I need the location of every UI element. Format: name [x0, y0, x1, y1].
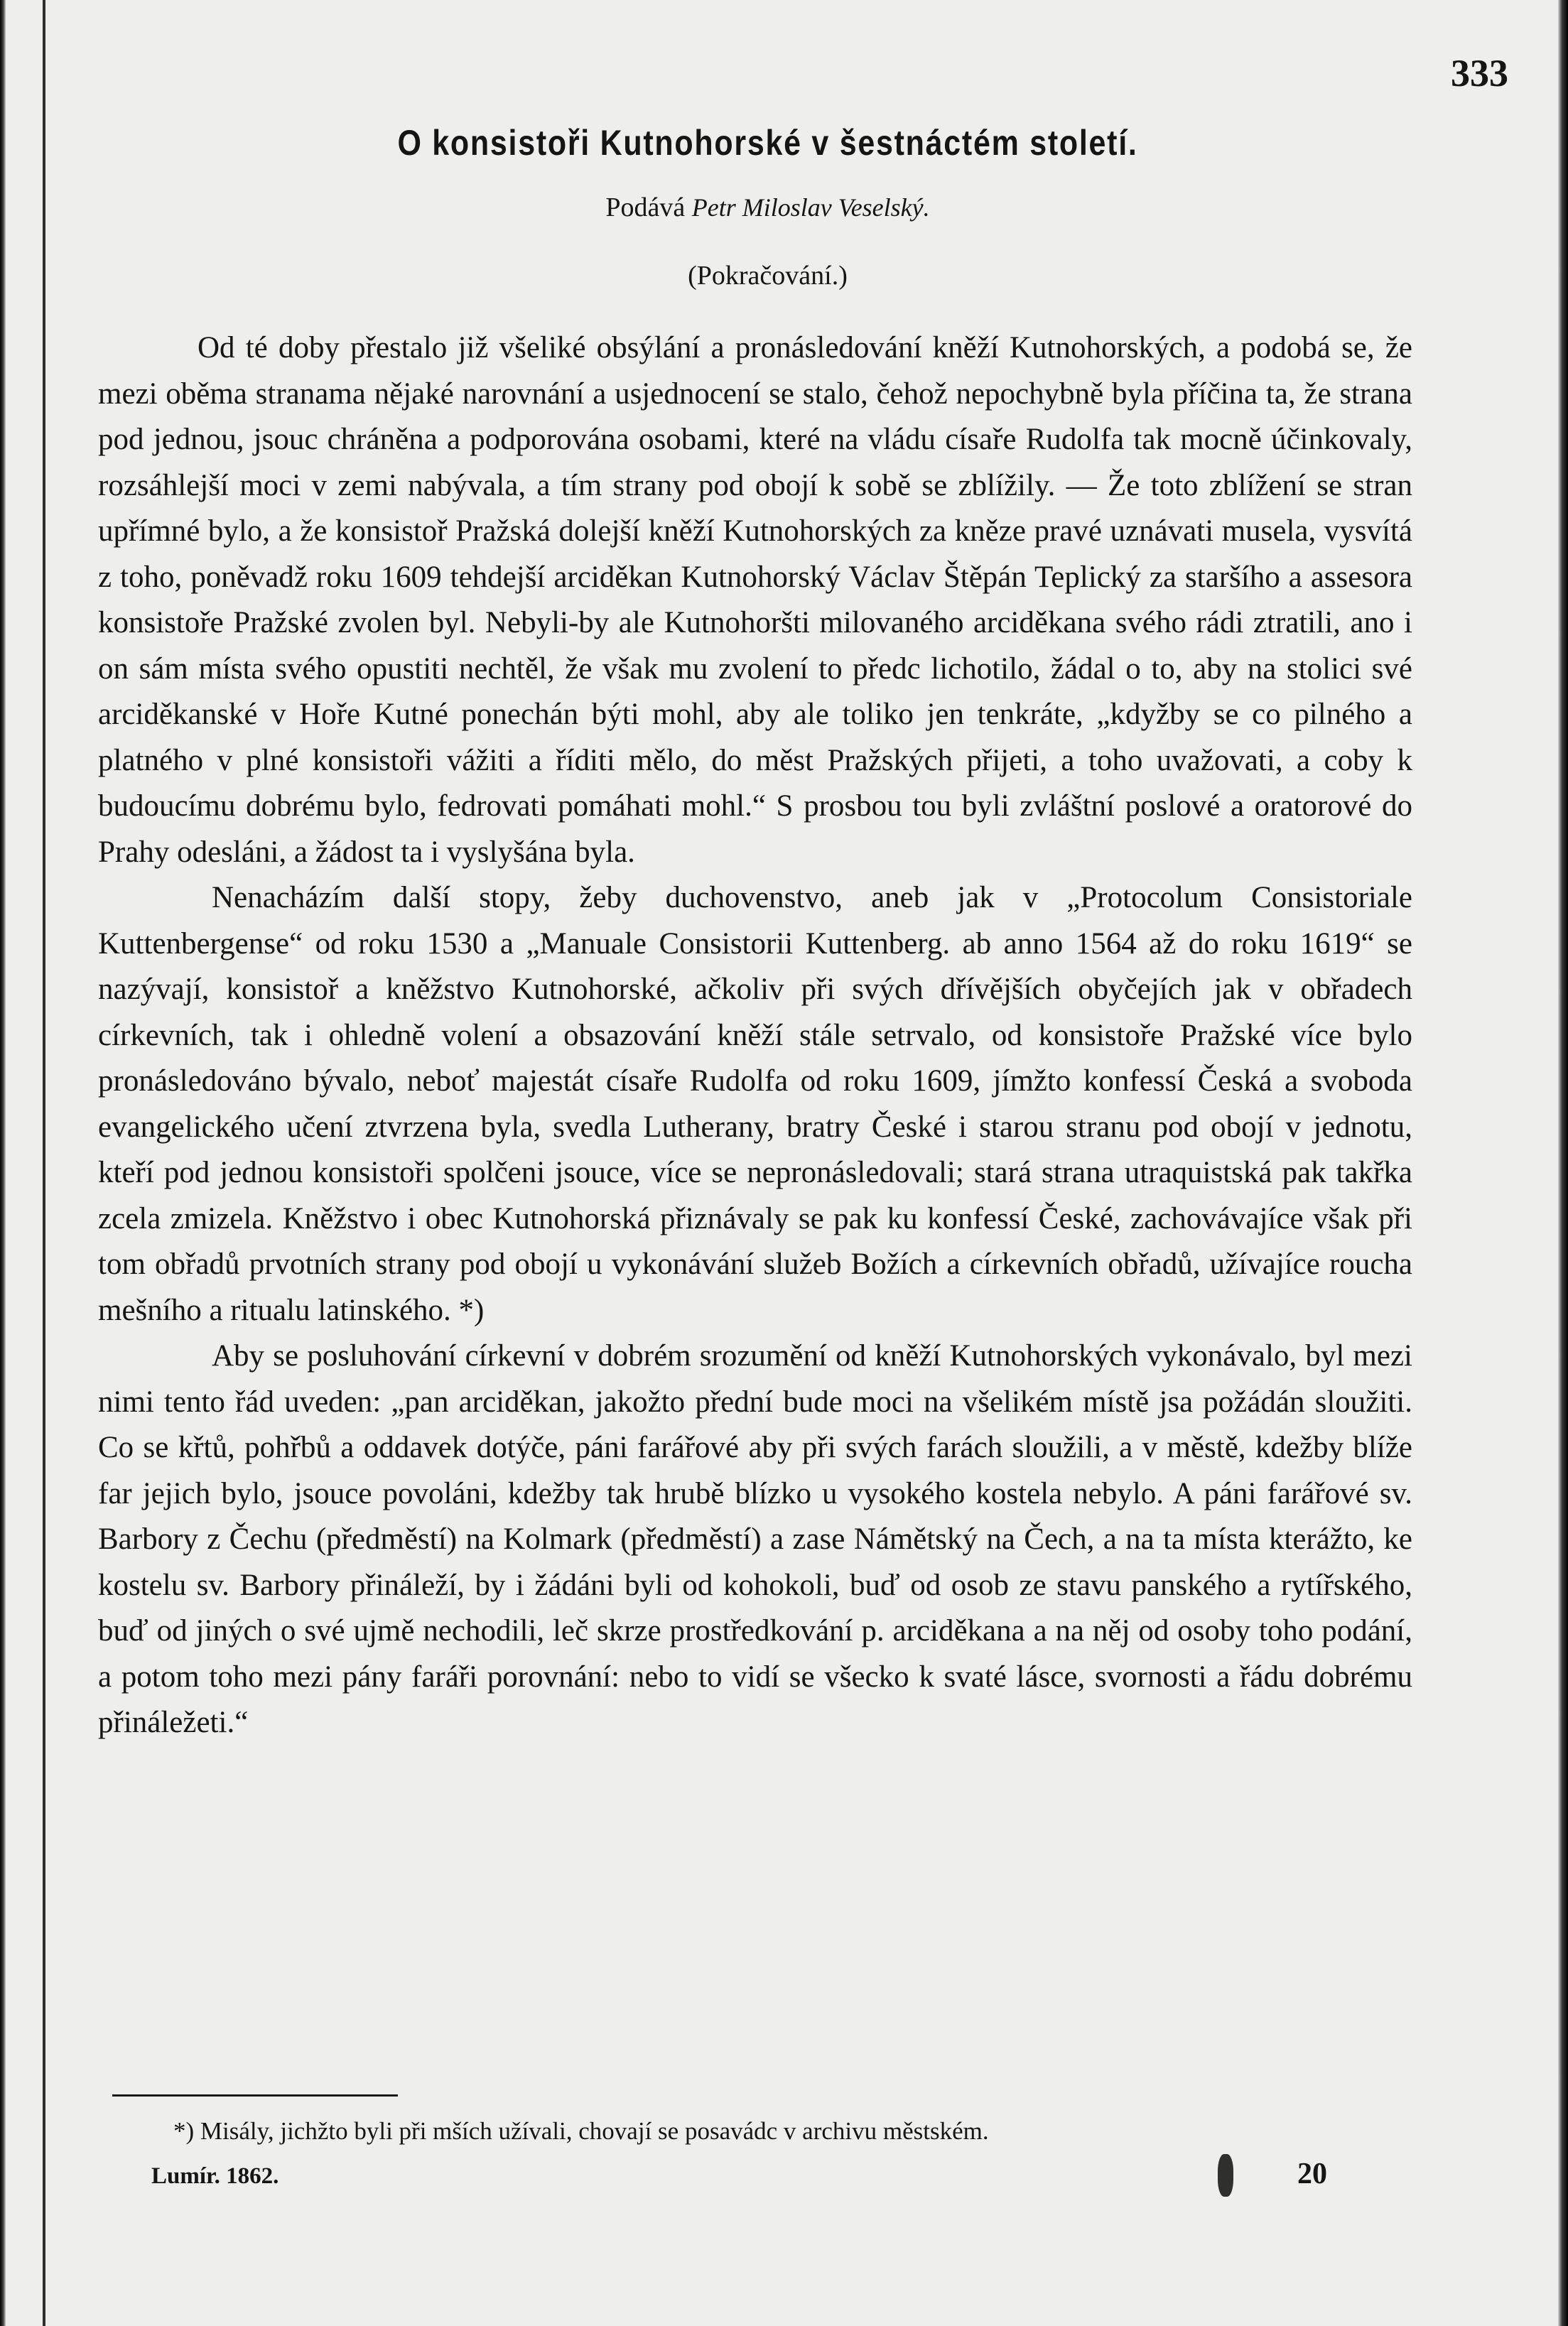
sheet-number: 20 — [1297, 2158, 1327, 2190]
scan-left-edge — [0, 0, 6, 2326]
scan-right-edge — [1558, 0, 1568, 2326]
document-page — [6, 0, 1558, 2326]
footnote-divider — [112, 2094, 398, 2097]
journal-signature: Lumír. 1862. — [151, 2163, 279, 2189]
paragraph: Aby se posluhování církevní v dobrém srozumění od kněží Kutnohorských vykonávalo, byl mezi nimi tento řád uveden: „pan arciděkan, jakožto přední bude moci na všelikém místě jsa požádán sloužiti. Co se křtů, pohřbů a oddavek dotýče, páni farářové aby při svých farách sloužili, a v městě, kdežby blíže far jejich bylo, jsouce povoláni, kdežby tak hrubě blízko u vysokého kostela nebylo. A páni farářové sv. Barbory z Čechu (předměstí) na Kolmark (předměstí) a zase Námětský na Čech, a na ta místa kterážto, ke kostelu sv. Barbory přináleží, by i žádáni byli od kohokoli, buď od osob ze stavu panského a rytířského, buď od jiných o své ujmě nechodili, leč skrze prostředkování p. arciděkana a na něj od osoby toho podání, a potom toho mezi pány faráři porovnání: nebo to vidí se všecko k svaté lásce, svornosti a řádu dobrému přináležeti.“ — [98, 1339, 1412, 1739]
paragraph: Nenacházím další stopy, žeby duchovenstvo, aneb jak v „Protocolum Consistoriale Kuttenbergense“ od roku 1530 a „Manuale Consistorii Kuttenberg. ab anno 1564 až do roku 1619“ se nazývají, konsistoř a kněžstvo Kutnohorské, ačkoliv při svých dřívějších obyčejích jak v obřadech církevních, tak i ohledně volení a obsazování kněží stále setrvalo, od konsistoře Pražské více bylo pronásledováno bývalo, neboť majestát císaře Rudolfa od roku 1609, jímžto konfessí Česká a svoboda evangelického učení ztvrzena byla, svedla Lutherany, bratry České i starou stranu pod obojí v jednotu, kteří pod jednou konsistoři spolčeni jsouce, více se nepronásledovali; stará strana utraquistská pak takřka zcela zmizela. Kněžstvo i obec Kutnohorská přiznávaly se pak ku konfessí České, zachovávajíce však při tom obřadů prvotních strany pod obojí u vykonávání služeb Božích a církevních obřadů, užívajíce roucha mešního a ritualu latinského. *) — [98, 881, 1412, 1327]
article-title: O konsistoři Kutnohorské v šestnáctém století. — [397, 123, 1138, 163]
author-name: Petr Miloslav Veselský. — [691, 193, 930, 222]
paragraph: Od té doby přestalo již všeliké obsýlání a pronásledování kněží Kutnohorských, a podobá se, že mezi oběma stranama nějaké narovnání a usjednocení se stalo, čehož nepochybně byla příčina ta, že strana pod jednou, jsouc chráněna a podporována osobami, které na vládu císaře Rudolfa tak mocně účinkovaly, rozsáhlejší moci v zemi nabývala, a tím strany pod obojí k sobě se zblížily. — Že toto zblížení se stran upřímné bylo, a že konsistoř Pražská dolejší kněží Kutnohorských za kněze pravé uznávati musela, vysvítá z toho, poněvadž roku 1609 tehdejší arciděkan Kutnohorský Václav Štěpán Teplický za staršího a assesora konsistoře Pražské zvolen byl. Nebyli-by ale Kutnohoršti milovaného arciděkana svého rádi ztratili, ano i on sám místa svého opustiti nechtěl, že však mu zvolení to předc lichotilo, žádal o to, aby na stolici své arciděkanské v Hoře Kutné ponechán býti mohl, aby ale toliko jen tenkráte, „kdyžby se co pilného a platného v plné konsistoři vážiti a říditi mělo, do měst Pražských přijeti, a toho uvažovati, a coby k budoucímu dobrému bylo, fedrovati pomáhati mohl.“ S prosbou tou byli zvláštní poslové a oratorové do Prahy odesláni, a žádost ta i vyslyšána byla. — [98, 331, 1412, 869]
article-body — [98, 325, 1412, 1746]
byline — [6, 192, 1530, 223]
continuation-note: (Pokračování.) — [688, 261, 848, 291]
scan-fold-line — [43, 0, 45, 2326]
page-number: 333 — [1451, 52, 1508, 94]
ink-blot-mark — [1218, 2154, 1233, 2197]
byline-prefix: Podává — [605, 193, 686, 222]
footnote: *) Misály, jichžto byli při mších užívali, chovají se posavádc v archivu městském. — [173, 2117, 989, 2145]
